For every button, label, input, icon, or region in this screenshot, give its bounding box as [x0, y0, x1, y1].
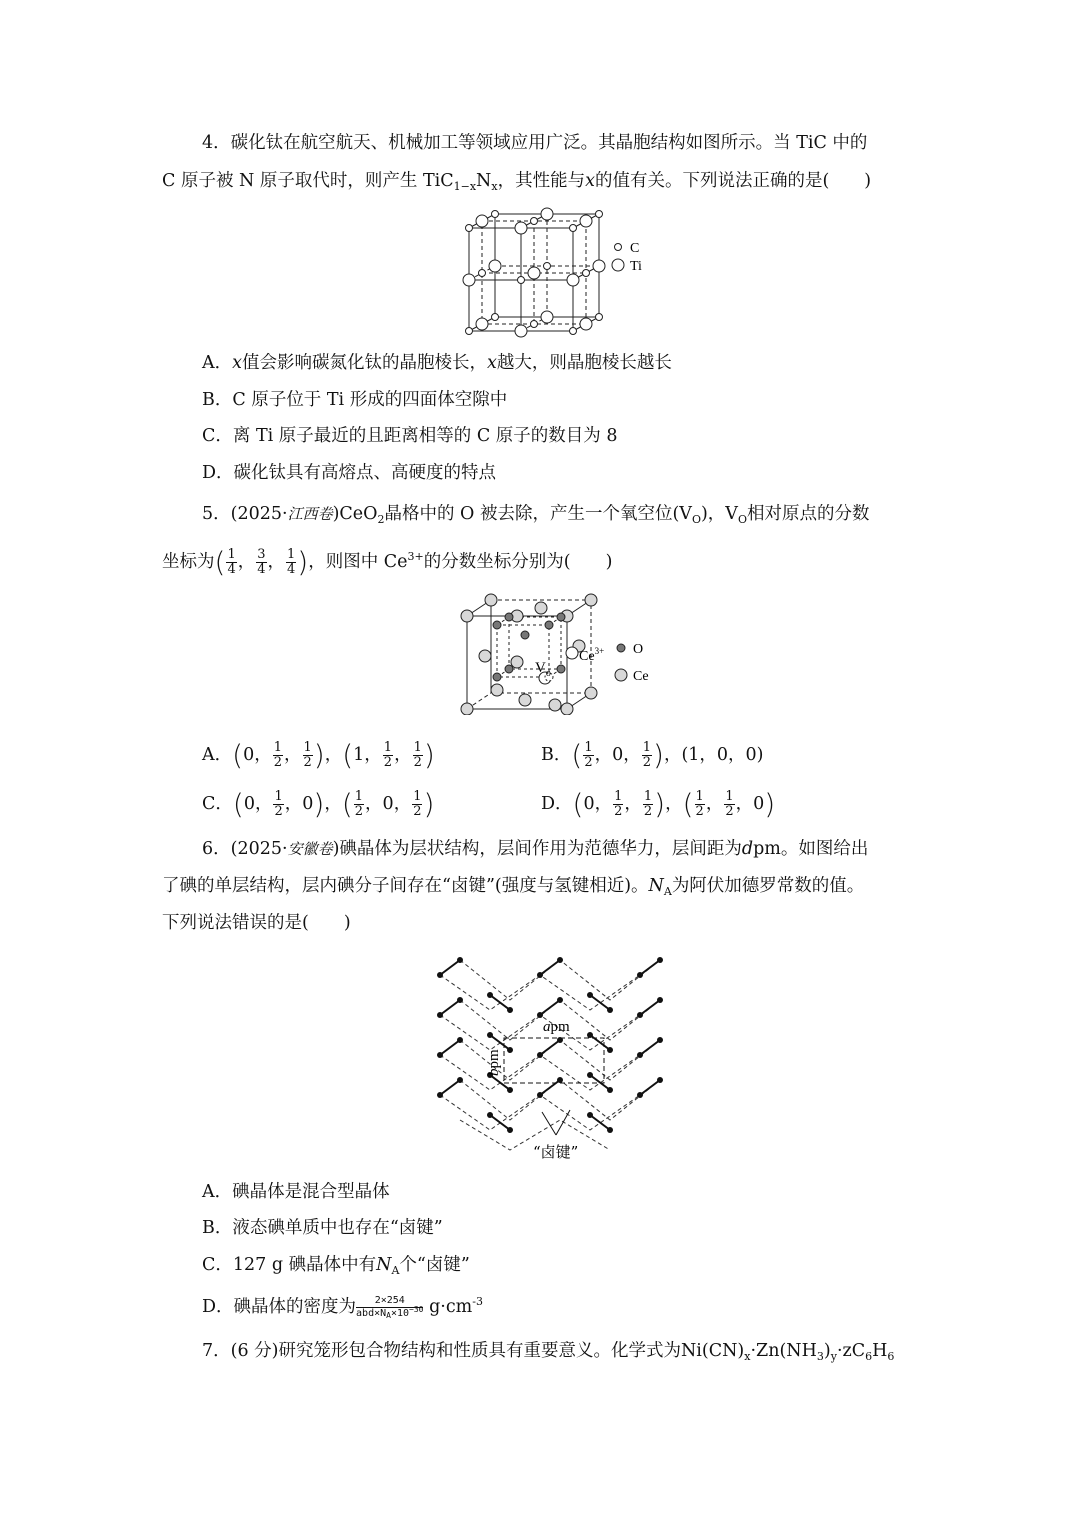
- q5-stem-line2: 坐标为( $\frac{1}{4}$ ， $\frac{3}{4}$ ， $\frac{1}{4}$ )，则图中 $Ce^{3+}$的分数坐标分别为( ): [162, 545, 613, 579]
- q6-text-a: 6．(2025·: [202, 839, 288, 859]
- q6-opt-d-unit-sup: -3: [472, 1295, 483, 1308]
- legend-o-label: O: [633, 642, 644, 657]
- q7-stem-line1: [202, 1339, 894, 1363]
- q6-text-b: )碘晶体为层状结构，层间作用为范德华力，层间距为: [332, 839, 742, 859]
- q6-stem-line1: [202, 837, 868, 861]
- q5-opt-d-label: D．: [541, 794, 573, 814]
- q6-opt-c-b: 个“卤键”: [399, 1255, 470, 1275]
- q5-option-d[interactable]: D．(0， $\frac{1}{2}$ ， $\frac{1}{2}$ )，( $\frac{1}{2}$ ， $\frac{1}{2}$ ，0): [541, 787, 776, 821]
- q4-stem-line1: [202, 131, 867, 155]
- q5-frac-3: $\frac{1}{4}$: [287, 547, 296, 577]
- q4-sub-1x: 1−x: [453, 180, 477, 193]
- q6-stem-line3: 下列说法错误的是( ): [162, 913, 351, 933]
- iodine-layer-figure: [430, 950, 670, 1165]
- label-a-pm: apm: [543, 1019, 570, 1035]
- tic-unit-cell-figure: [455, 203, 670, 338]
- q5-source: 江西卷: [287, 505, 333, 523]
- q5-sub-o1: O: [691, 513, 701, 526]
- q4-opt-a-x1: x: [232, 353, 243, 373]
- q5-opt-c-label: C．: [202, 794, 233, 814]
- label-b-pm: bpm: [486, 1049, 502, 1076]
- q4-option-d[interactable]: D．碳化钛具有高熔点、高硬度的特点: [202, 463, 497, 483]
- q6-option-d[interactable]: [202, 1292, 483, 1322]
- q5-opt-b-label: B．: [541, 745, 572, 765]
- q5-sup-3plus: 3+: [407, 550, 424, 563]
- q6-option-b[interactable]: B．液态碘单质中也存在“卤键”: [202, 1218, 443, 1238]
- q6-var-n: N: [648, 876, 664, 896]
- q5-option-c[interactable]: C．(0， $\frac{1}{2}$ ，0)，( $\frac{1}{2}$ ，0， $\frac{1}{2}$ ): [202, 787, 435, 821]
- q5-option-a[interactable]: A．(0， $\frac{1}{2}$ ， $\frac{1}{2}$ )，(1， $\frac{1}{2}$ ， $\frac{1}{2}$ ): [202, 738, 435, 772]
- q4-opt-a-post: 越大，则晶胞棱长越长: [496, 353, 672, 373]
- q6-sub-a: A: [663, 885, 672, 898]
- q5-opt-a-label: A．: [202, 745, 233, 765]
- q4-opt-a-x2: x: [487, 353, 497, 373]
- q6-opt-c-a: C．127 g 碘晶体中有: [202, 1255, 377, 1275]
- q6-stem-line2: [162, 874, 864, 898]
- q5-sub-2: 2: [377, 513, 385, 526]
- q5-sub-o2: O: [737, 513, 747, 526]
- legend-c-label: C: [630, 241, 640, 256]
- q6-var-d: d: [741, 839, 754, 859]
- q6-option-c[interactable]: [202, 1253, 470, 1277]
- legend-ce-label: Ce: [633, 669, 649, 684]
- q6-text-b2: 为阿伏加德罗常数的值。: [671, 876, 865, 896]
- q5-text-c: 晶格中的 O 被去除，产生一个氧空位(V: [384, 504, 692, 524]
- q4-text-a: C 原子被 N 原子取代时，则产生 TiC: [162, 171, 454, 191]
- q6-density-fraction: $\frac{2\times 254}{abd\times N_A\times 10^{-30}}$: [356, 1295, 424, 1320]
- label-halogen-bond: “卤键”: [533, 1143, 579, 1161]
- q4-sub-x: x: [491, 180, 498, 193]
- q6-opt-c-sub: A: [391, 1264, 400, 1277]
- q4-option-c[interactable]: C．离 Ti 原子最近的且距离相等的 C 原子的数目为 8: [202, 426, 618, 446]
- q6-text-c: pm。如图给出: [753, 839, 869, 859]
- q4-text-c: ，其性能与: [497, 171, 586, 191]
- q6-text-a2: 了碘的单层结构，层内碘分子间存在“卤键”(强度与氢键相近)。: [162, 876, 649, 896]
- q4-text-n: N: [476, 171, 492, 191]
- q4-stem-line2: [162, 169, 871, 193]
- q5-option-b[interactable]: B．( $\frac{1}{2}$ ，0， $\frac{1}{2}$ )，(1，0，0): [541, 738, 764, 772]
- q4-option-b[interactable]: B．C 原子位于 Ti 形成的四面体空隙中: [202, 390, 508, 410]
- q5-frac-1: $\frac{1}{4}$: [227, 547, 236, 577]
- q5-text-e: 相对原点的分数: [746, 504, 870, 524]
- q5-text-b2: ，则图中 Ce: [308, 552, 408, 572]
- q5-text-a: 5．(2025·: [202, 504, 288, 524]
- q5-opt-b-tail: (1，0，0): [681, 745, 764, 765]
- legend-c-symbol: [615, 244, 622, 251]
- q4-option-a[interactable]: [202, 351, 672, 375]
- q4-opt-a-label: A．: [202, 353, 233, 373]
- q5-text-b: )CeO: [332, 504, 378, 524]
- q5-stem-line1: [202, 502, 869, 526]
- q5-text-d: )，V: [700, 504, 738, 524]
- q5-frac-2: $\frac{3}{4}$: [257, 547, 266, 577]
- legend-o-symbol: [617, 644, 625, 652]
- q5-text-coord: 坐标为: [162, 552, 215, 572]
- legend-ti-label: Ti: [630, 259, 642, 274]
- q6-opt-c-n: N: [376, 1255, 392, 1275]
- q4-text-d: 的值有关。下列说法正确的是( ): [594, 171, 872, 191]
- q7-formula: $Ni(CN)_x\cdot Zn(NH_3)_y\cdot zC_6H_6$: [680, 1341, 895, 1363]
- vo-label: $V_o$: [535, 660, 551, 679]
- ce3-label: $Ce^{3+}$: [579, 646, 605, 664]
- legend-ti-symbol: [612, 259, 624, 271]
- q4-opt-a-mid: 值会影响碳氮化钛的晶胞棱长，: [242, 353, 488, 373]
- q6-source: 安徽卷: [287, 840, 333, 858]
- q4-stem-text: 4．碳化钛在航空航天、机械加工等领域应用广泛。其晶胞结构如图所示。当 TiC 中的: [202, 133, 868, 153]
- q6-opt-d-a: D．碘晶体的密度为: [202, 1297, 357, 1317]
- q6-opt-d-unit: g·cm: [429, 1297, 473, 1317]
- q5-text-c2: 的分数坐标分别为( ): [423, 552, 613, 572]
- ceo2-unit-cell-figure: [455, 590, 665, 715]
- q6-option-a[interactable]: A．碘晶体是混合型晶体: [202, 1182, 390, 1202]
- legend-ce-symbol: [615, 669, 627, 681]
- q7-text-a: 7．(6 分)研究笼形包合物结构和性质具有重要意义。化学式为: [202, 1341, 681, 1361]
- q4-var-x: x: [585, 171, 595, 191]
